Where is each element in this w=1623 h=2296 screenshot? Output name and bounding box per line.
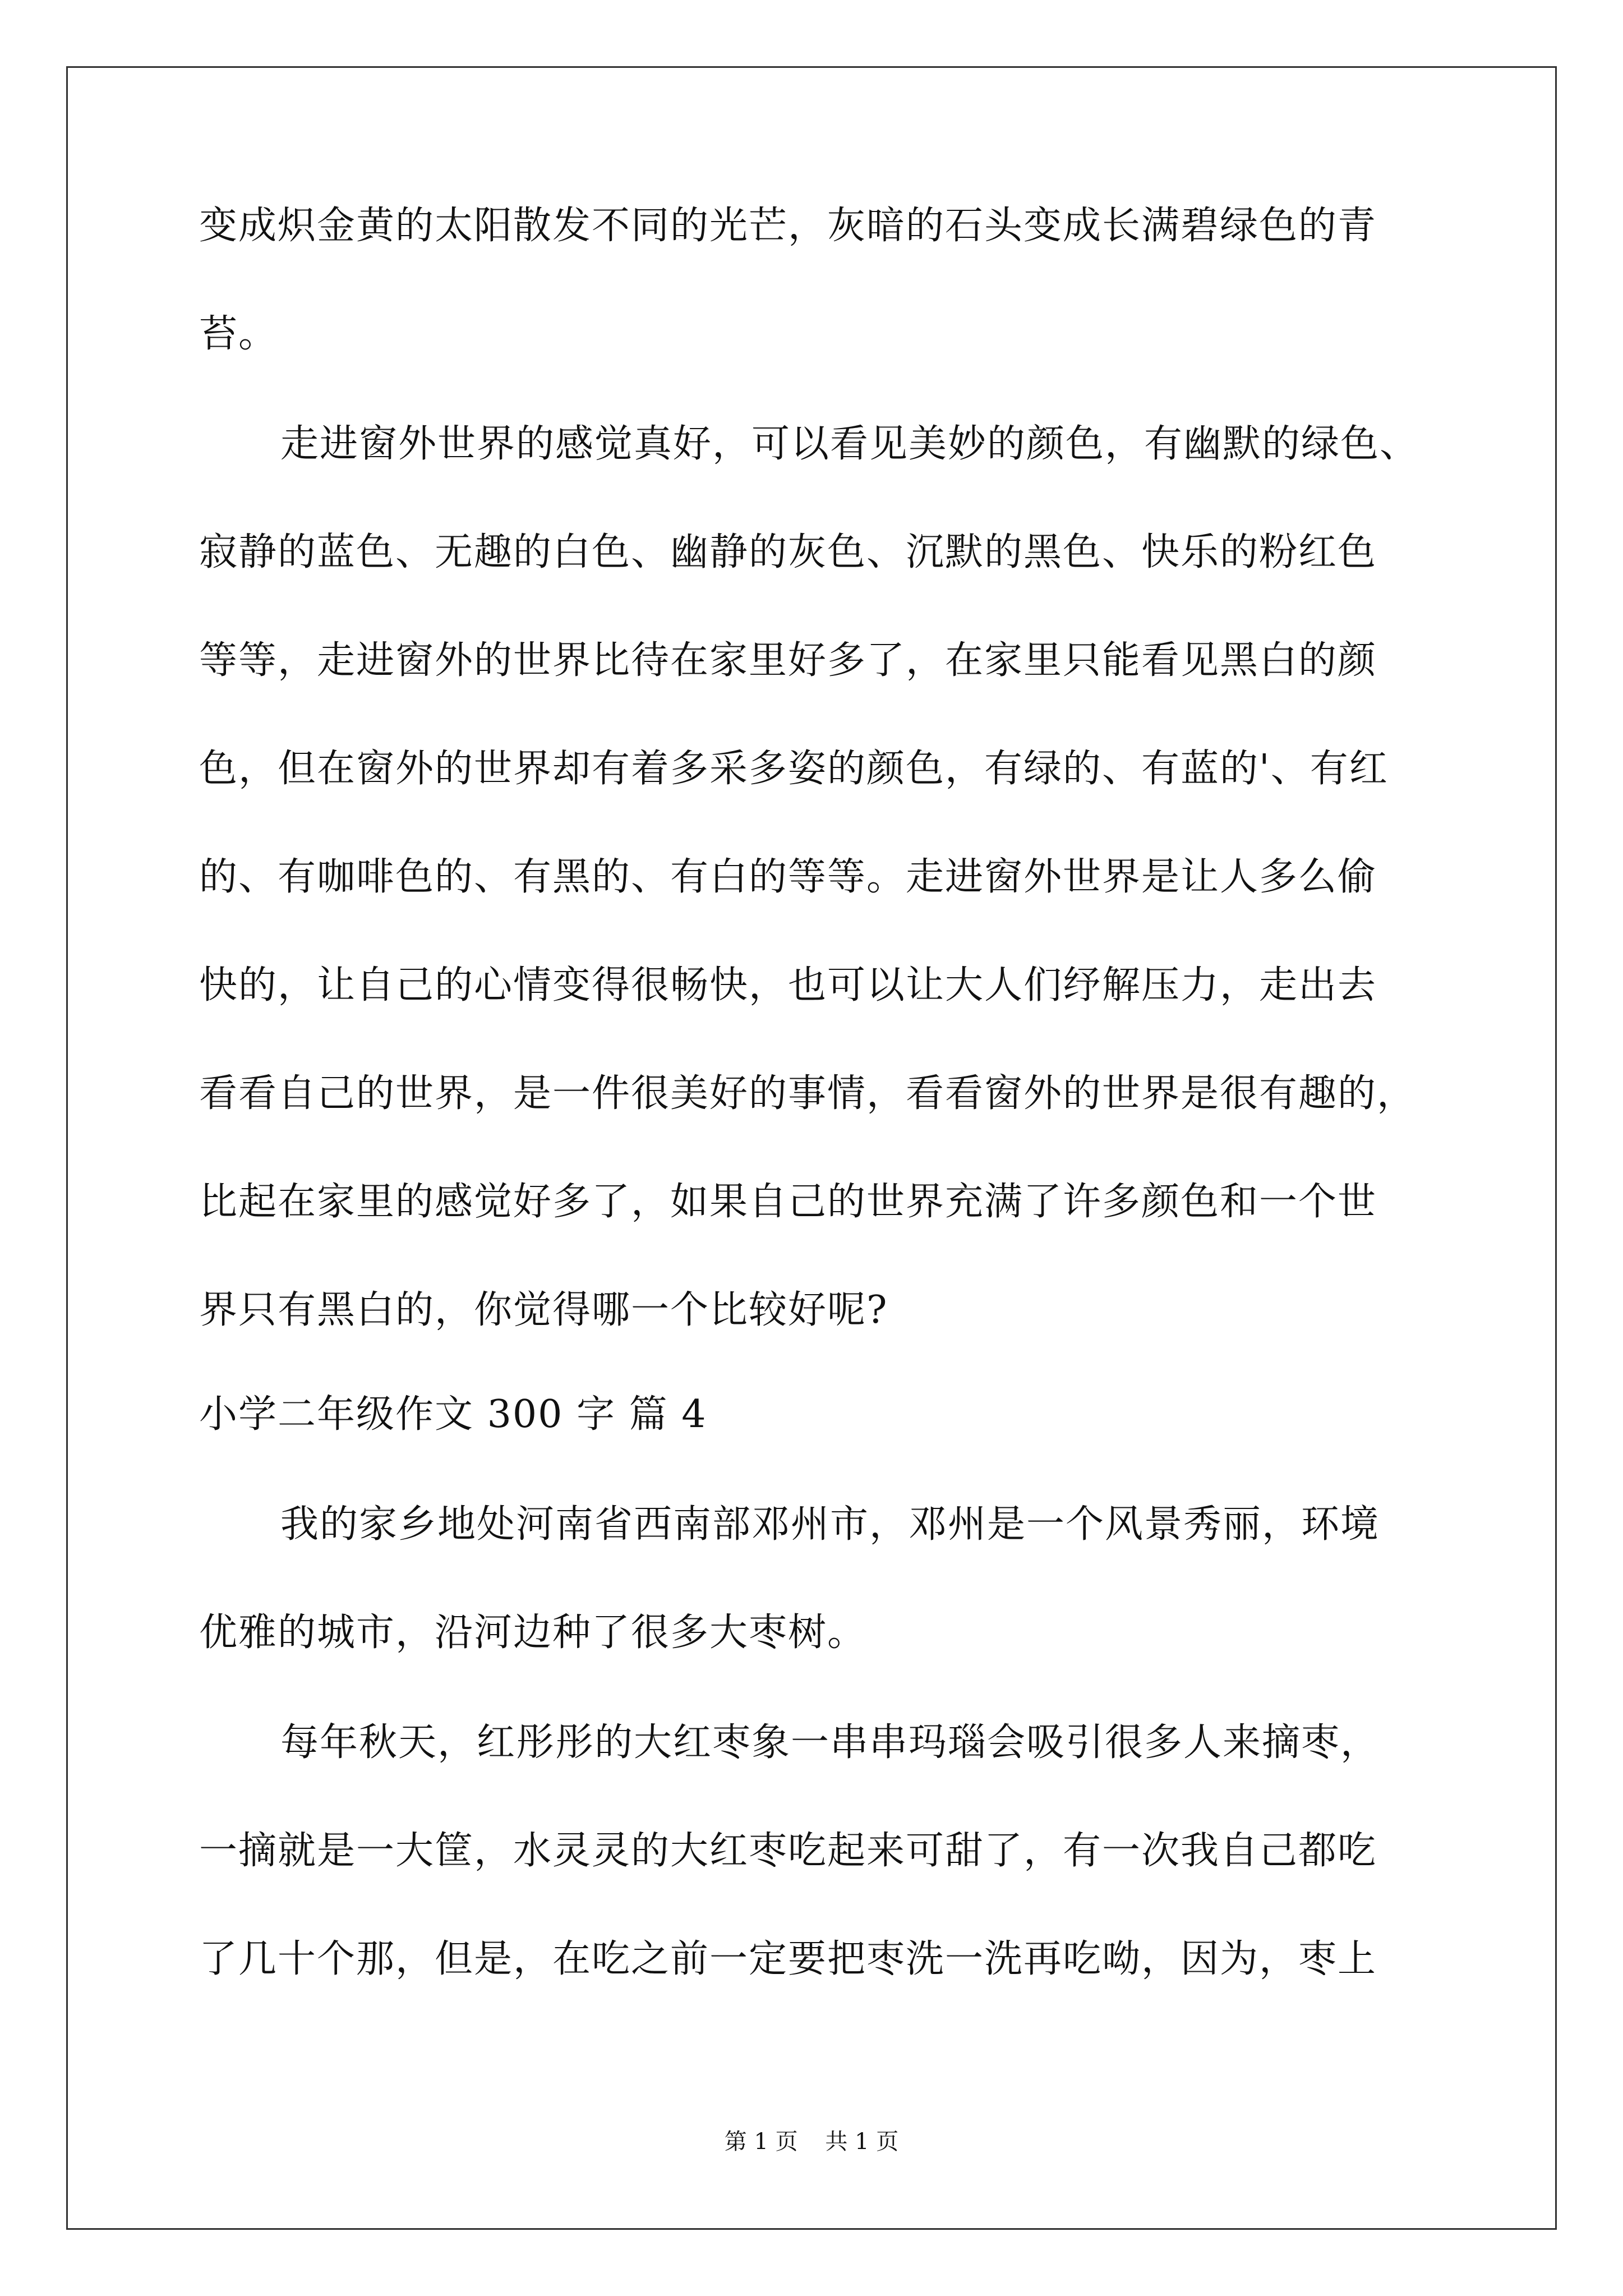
body-line: 色，但在窗外的世界却有着多采多姿的颜色，有绿的、有蓝的'、有红 (199, 747, 1389, 791)
body-line: 每年秋天，红彤彤的大红枣象一串串玛瑙会吸引很多人来摘枣， (280, 1720, 1380, 1765)
body-line: 的、有咖啡色的、有黑的、有白的等等。走进窗外世界是让人多么偷 (199, 855, 1377, 899)
body-line: 界只有黑白的，你觉得哪一个比较好呢? (199, 1288, 888, 1332)
body-line: 优雅的城市，沿河边种了很多大枣树。 (199, 1611, 867, 1655)
document-body (199, 205, 1438, 1981)
page-footer (0, 2129, 1623, 2155)
body-line: 苔。 (199, 312, 278, 356)
body-line: 比起在家里的感觉好多了，如果自己的世界充满了许多颜色和一个世 (199, 1180, 1377, 1224)
body-line: 走进窗外世界的感觉真好，可以看见美妙的颜色，有幽默的绿色、 (280, 422, 1419, 466)
current-page-label: 第 1 页 (724, 2129, 798, 2155)
body-line: 变成炽金黄的太阳散发不同的光芒，灰暗的石头变成长满碧绿色的青 (199, 204, 1377, 248)
body-line: 寂静的蓝色、无趣的白色、幽静的灰色、沉默的黑色、快乐的粉红色 (199, 530, 1377, 574)
body-line: 快的，让自己的心情变得很畅快，也可以让大人们纾解压力，走出去 (199, 963, 1377, 1007)
body-line: 等等，走进窗外的世界比待在家里好多了，在家里只能看见黑白的颜 (199, 638, 1377, 683)
body-line: 看看自己的世界，是一件很美好的事情，看看窗外的世界是很有趣的， (199, 1071, 1417, 1116)
section-title: 小学二年级作文 300 字 篇 4 (199, 1392, 707, 1437)
body-line: 了几十个那，但是，在吃之前一定要把枣洗一洗再吃呦，因为，枣上 (199, 1937, 1377, 1981)
total-pages-label: 共 1 页 (825, 2129, 899, 2155)
body-line: 一摘就是一大筐，水灵灵的大红枣吃起来可甜了，有一次我自己都吃 (199, 1829, 1377, 1873)
body-line: 我的家乡地处河南省西南部邓州市，邓州是一个风景秀丽，环境 (280, 1502, 1380, 1547)
